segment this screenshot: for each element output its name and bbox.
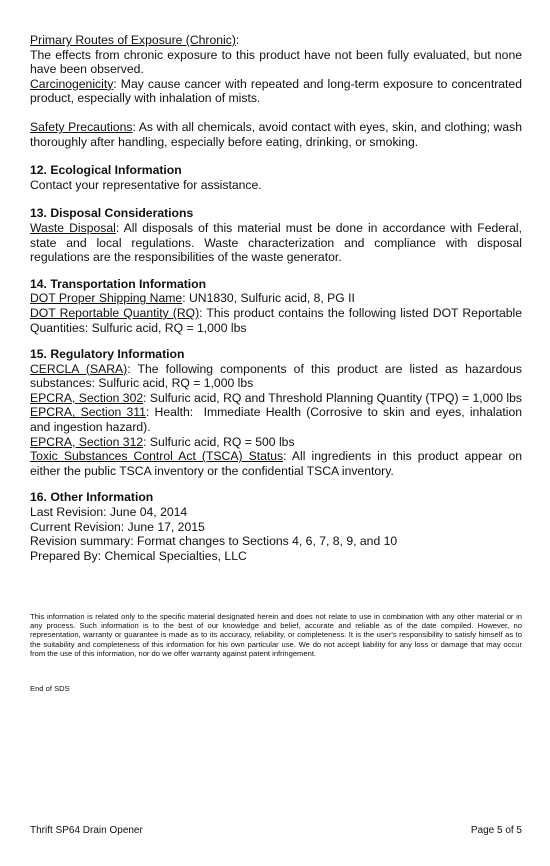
safety-text: As with all chemicals, avoid contact with eyes, skin, and clothing; wash thoroughly after handling, especially before eating, drinking, or smoking. bbox=[30, 119, 522, 149]
waste-disposal-label: Waste Disposal bbox=[30, 220, 116, 235]
shipping-name-label: DOT Proper Shipping Name bbox=[30, 291, 183, 306]
section-15-title: 15. Regulatory Information bbox=[30, 347, 185, 362]
tsca-label: Toxic Substances Control Act (TSCA) Status bbox=[30, 449, 284, 464]
chronic-text: The effects from chronic exposure to this product have not been fully evaluated, but none have been observed. bbox=[30, 47, 522, 77]
safety-label: Safety Precautions bbox=[30, 119, 133, 134]
section-13-title: 13. Disposal Considerations bbox=[30, 206, 194, 221]
carcinogenicity-label: Carcinogenicity bbox=[30, 76, 114, 91]
tsca-block: Toxic Substances Control Act (TSCA) Status: All ingredients in this product appear on either the public TSCA inventory or the confidential TSCA inventory. bbox=[30, 449, 523, 478]
prepared-by: Prepared By: Chemical Specialties, LLC bbox=[30, 548, 247, 563]
cercla-block: CERCLA (SARA): The following components of this product are listed as hazardous substances: Sulfuric acid, RQ = 1,000 lbs bbox=[30, 361, 522, 391]
epcra-312-block: EPCRA, Section 312: Sulfuric acid, RQ = 500 lbs bbox=[30, 434, 295, 449]
epcra-302-block: EPCRA, Section 302: Sulfuric acid, RQ and Threshold Planning Quantity (TPQ) = 1,000 lbs bbox=[30, 390, 522, 405]
revision-summary: Revision summary: Format changes to Sections 4, 6, 7, 8, 9, and 10 bbox=[30, 534, 398, 549]
footer-product-name: Thrift SP64 Drain Opener bbox=[30, 825, 143, 836]
epcra-311-label: EPCRA, Section 311 bbox=[30, 405, 146, 420]
epcra-312-text: Sulfuric acid, RQ = 500 lbs bbox=[149, 434, 295, 449]
chronic-heading: Primary Routes of Exposure (Chronic) bbox=[30, 33, 236, 47]
safety-block: Safety Precautions: As with all chemicals, avoid contact with eyes, skin, and clothing; wash thoroughly after handling, especially before eating, drinking, or smoking. bbox=[30, 119, 522, 149]
shipping-name-block: DOT Proper Shipping Name: UN1830, Sulfuric acid, 8, PG II bbox=[30, 291, 355, 306]
epcra-312-label: EPCRA, Section 312 bbox=[30, 434, 144, 449]
epcra-311-block: EPCRA, Section 311: Health: Immediate Health (Corrosive to skin and eyes, inhalation and ingestion hazard). bbox=[30, 405, 526, 435]
section-12 bbox=[30, 163, 522, 192]
current-revision: Current Revision: June 17, 2015 bbox=[30, 519, 205, 534]
cercla-label: CERCLA (SARA) bbox=[30, 361, 128, 376]
reportable-quantity-text: This product contains the following listed DOT Reportable Quantities: Sulfuric acid, RQ = 1,000 lbs bbox=[30, 305, 522, 335]
reportable-quantity-block: DOT Reportable Quantity (RQ): This product contains the following listed DOT Reportable Quantities: Sulfuric acid, RQ = 1,000 lbs bbox=[30, 305, 522, 335]
shipping-name-text: UN1830, Sulfuric acid, 8, PG II bbox=[188, 291, 355, 306]
section-12-text: Contact your representative for assistance. bbox=[30, 177, 262, 192]
last-revision: Last Revision: June 04, 2014 bbox=[30, 505, 188, 520]
section-14 bbox=[30, 277, 522, 335]
end-of-sds-label: End of SDS bbox=[30, 684, 70, 693]
section-14-title: 14. Transportation Information bbox=[30, 276, 207, 291]
epcra-302-text: Sulfuric acid, RQ and Threshold Planning Quantity (TPQ) = 1,000 lbs bbox=[149, 390, 522, 405]
section-15 bbox=[30, 347, 526, 478]
footer-page-number: Page 5 of 5 bbox=[470, 825, 522, 836]
disclaimer-text: This information is related only to the specific material designated herein and does not relate to use in combination with any other material or in any process. Such information is to the best of our knowledge and belief, accurate and reliable as of the date compiled. However, no representation, warranty or guarantee is made as to its accuracy, reliability, or completeness. It is the user's responsibility to satisfy himself as to the suitability and completeness of this information for his own particular use. We do not accept liability for any loss or damage that may occur from the use of this information, nor do we offer warranty against patent infringement. bbox=[30, 612, 522, 658]
tsca-text: All ingredients in this product appear on either the public TSCA inventory or the confidential TSCA inventory. bbox=[30, 449, 523, 478]
section-12-title: 12. Ecological Information bbox=[30, 163, 182, 178]
chronic-block: Primary Routes of Exposure (Chronic): The effects from chronic exposure to this product have not been fully evaluated, but none have been observed. Carcinogenicity: May cause cancer with repeated and long-term exposure to concentrated product, especially with inhalation of mists. bbox=[30, 33, 522, 106]
waste-disposal-text: All disposals of this material must be done in accordance with Federal, state and local regulations. Waste characterization and compliance with disposal regulations are the responsibilities of the waste generator. bbox=[30, 220, 522, 265]
section-16-title: 16. Other Information bbox=[30, 490, 154, 505]
epcra-302-label: EPCRA, Section 302 bbox=[30, 390, 144, 405]
reportable-quantity-label: DOT Reportable Quantity (RQ) bbox=[30, 305, 200, 320]
waste-disposal-block: Waste Disposal: All disposals of this material must be done in accordance with Federal, state and local regulations. Waste characterization and compliance with disposal regulations are the responsibilities of the waste generator. bbox=[30, 220, 522, 265]
sds-page-body bbox=[30, 33, 526, 563]
epcra-311-text: Health: Immediate Health (Corrosive to skin and eyes, inhalation and ingestion hazard). bbox=[30, 405, 526, 435]
section-13 bbox=[30, 206, 522, 264]
cercla-text: The following components of this product are listed as hazardous substances: Sulfuric acid, RQ = 1,000 lbs bbox=[30, 361, 522, 391]
carcinogenicity-text: May cause cancer with repeated and long-term exposure to concentrated product, especially with inhalation of mists. bbox=[30, 76, 522, 106]
section-16 bbox=[30, 490, 522, 563]
